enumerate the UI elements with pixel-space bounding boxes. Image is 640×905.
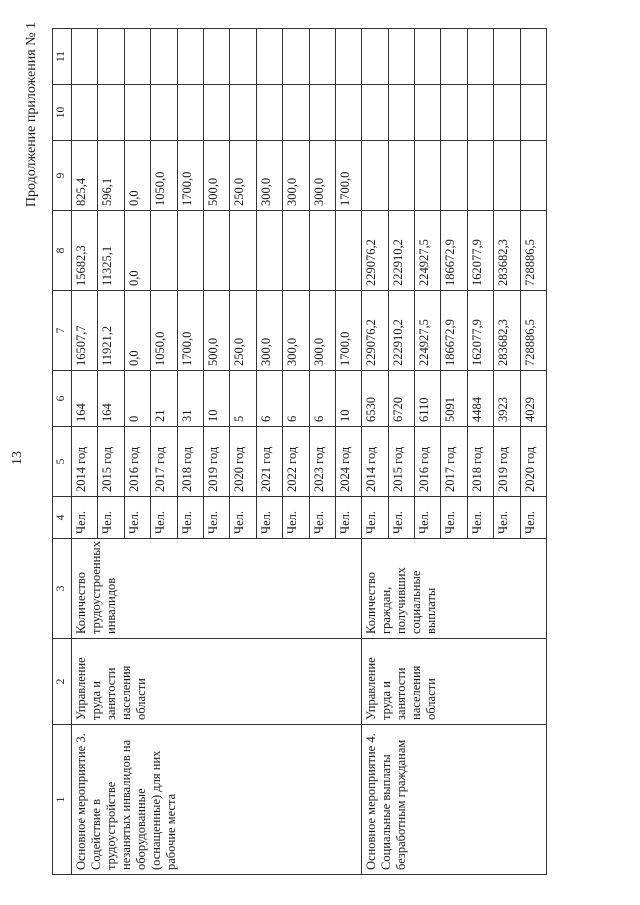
year-cell: 2017 год <box>441 427 467 497</box>
value-cell: 6 <box>256 371 282 427</box>
value-cell: 283682,3 <box>494 291 520 371</box>
value-cell <box>415 29 441 85</box>
column-header: 9 <box>53 141 72 211</box>
column-header: 5 <box>53 427 72 497</box>
value-cell: 500,0 <box>203 141 229 211</box>
column-header: 3 <box>53 539 72 639</box>
table-row <box>362 29 388 875</box>
value-cell <box>256 29 282 85</box>
column-header: 6 <box>53 371 72 427</box>
value-cell <box>362 29 388 85</box>
value-cell: 300,0 <box>256 291 282 371</box>
unit-cell: Чел. <box>203 497 229 539</box>
column-header: 4 <box>53 497 72 539</box>
value-cell <box>309 85 335 141</box>
appendix-label: Продолжение приложения № 1 <box>24 22 39 208</box>
value-cell <box>415 141 441 211</box>
value-cell: 728886,5 <box>520 291 546 371</box>
value-cell <box>520 141 546 211</box>
value-cell <box>230 211 256 291</box>
year-cell: 2021 год <box>256 427 282 497</box>
year-cell: 2024 год <box>335 427 361 497</box>
value-cell: 300,0 <box>256 141 282 211</box>
value-cell: 596,1 <box>98 141 124 211</box>
value-cell: 1700,0 <box>335 291 361 371</box>
value-cell: 5 <box>230 371 256 427</box>
year-cell: 2017 год <box>151 427 177 497</box>
year-cell: 2020 год <box>520 427 546 497</box>
unit-cell: Чел. <box>124 497 150 539</box>
value-cell <box>203 85 229 141</box>
value-cell <box>362 141 388 211</box>
unit-cell: Чел. <box>256 497 282 539</box>
year-cell: 2018 год <box>467 427 493 497</box>
column-header: 10 <box>53 85 72 141</box>
year-cell: 2014 год <box>362 427 388 497</box>
year-cell: 2016 год <box>124 427 150 497</box>
year-cell: 2016 год <box>415 427 441 497</box>
value-cell: 11325,1 <box>98 211 124 291</box>
value-cell <box>98 85 124 141</box>
value-cell: 224927,5 <box>415 211 441 291</box>
value-cell: 283682,3 <box>494 211 520 291</box>
value-cell <box>494 141 520 211</box>
value-cell: 224927,5 <box>415 291 441 371</box>
value-cell <box>441 85 467 141</box>
executor-cell: Управление труда и занятости населения области <box>362 639 547 725</box>
value-cell: 6 <box>309 371 335 427</box>
value-cell: 5091 <box>441 371 467 427</box>
unit-cell: Чел. <box>309 497 335 539</box>
value-cell: 10 <box>335 371 361 427</box>
value-cell: 10 <box>203 371 229 427</box>
year-cell: 2019 год <box>203 427 229 497</box>
value-cell <box>467 29 493 85</box>
program-table <box>52 28 547 875</box>
value-cell: 300,0 <box>283 141 309 211</box>
value-cell <box>256 85 282 141</box>
value-cell <box>177 29 203 85</box>
value-cell: 1050,0 <box>151 291 177 371</box>
executor-cell: Управление труда и занятости населения области <box>72 639 362 725</box>
value-cell <box>203 29 229 85</box>
value-cell: 164 <box>98 371 124 427</box>
unit-cell: Чел. <box>72 497 98 539</box>
value-cell: 300,0 <box>309 291 335 371</box>
value-cell: 186672,9 <box>441 291 467 371</box>
value-cell <box>388 85 414 141</box>
unit-cell: Чел. <box>520 497 546 539</box>
table-body <box>72 29 547 875</box>
value-cell: 3923 <box>494 371 520 427</box>
value-cell <box>309 29 335 85</box>
value-cell: 728886,5 <box>520 211 546 291</box>
year-cell: 2020 год <box>230 427 256 497</box>
unit-cell: Чел. <box>362 497 388 539</box>
value-cell: 1050,0 <box>151 141 177 211</box>
value-cell: 1700,0 <box>177 291 203 371</box>
value-cell: 250,0 <box>230 291 256 371</box>
value-cell: 4029 <box>520 371 546 427</box>
value-cell <box>124 85 150 141</box>
value-cell: 1700,0 <box>335 141 361 211</box>
unit-cell: Чел. <box>441 497 467 539</box>
value-cell <box>283 85 309 141</box>
value-cell <box>230 85 256 141</box>
value-cell: 250,0 <box>230 141 256 211</box>
value-cell: 0 <box>124 371 150 427</box>
unit-cell: Чел. <box>151 497 177 539</box>
indicator-cell: Количество граждан, получивших социальные выплаты <box>362 539 547 639</box>
value-cell <box>494 85 520 141</box>
value-cell <box>177 211 203 291</box>
value-cell: 0,0 <box>124 291 150 371</box>
value-cell <box>151 85 177 141</box>
value-cell <box>494 29 520 85</box>
value-cell: 300,0 <box>283 291 309 371</box>
value-cell <box>520 85 546 141</box>
value-cell: 162077,9 <box>467 291 493 371</box>
value-cell <box>151 29 177 85</box>
column-header: 1 <box>53 725 72 875</box>
value-cell <box>467 85 493 141</box>
year-cell: 2018 год <box>177 427 203 497</box>
value-cell: 1700,0 <box>177 141 203 211</box>
value-cell <box>362 85 388 141</box>
page-number: 13 <box>10 451 25 465</box>
value-cell: 222910,2 <box>388 291 414 371</box>
value-cell: 6 <box>283 371 309 427</box>
column-number-row <box>53 29 72 875</box>
value-cell <box>124 29 150 85</box>
value-cell: 16507,7 <box>72 291 98 371</box>
column-header: 11 <box>53 29 72 85</box>
year-cell: 2015 год <box>98 427 124 497</box>
unit-cell: Чел. <box>98 497 124 539</box>
value-cell <box>283 211 309 291</box>
value-cell <box>520 29 546 85</box>
value-cell <box>151 211 177 291</box>
value-cell <box>441 141 467 211</box>
value-cell: 229076,2 <box>362 211 388 291</box>
value-cell: 15682,3 <box>72 211 98 291</box>
unit-cell: Чел. <box>388 497 414 539</box>
value-cell <box>230 29 256 85</box>
value-cell <box>415 85 441 141</box>
year-cell: 2022 год <box>283 427 309 497</box>
value-cell: 162077,9 <box>467 211 493 291</box>
value-cell <box>177 85 203 141</box>
year-cell: 2019 год <box>494 427 520 497</box>
value-cell: 4484 <box>467 371 493 427</box>
column-header: 7 <box>53 291 72 371</box>
value-cell: 6530 <box>362 371 388 427</box>
unit-cell: Чел. <box>177 497 203 539</box>
value-cell <box>256 211 282 291</box>
value-cell <box>388 29 414 85</box>
value-cell: 31 <box>177 371 203 427</box>
column-header: 8 <box>53 211 72 291</box>
unit-cell: Чел. <box>335 497 361 539</box>
value-cell: 300,0 <box>309 141 335 211</box>
year-cell: 2014 год <box>72 427 98 497</box>
value-cell <box>467 141 493 211</box>
value-cell <box>388 141 414 211</box>
value-cell: 11921,2 <box>98 291 124 371</box>
column-header: 2 <box>53 639 72 725</box>
value-cell: 0,0 <box>124 141 150 211</box>
unit-cell: Чел. <box>494 497 520 539</box>
measure-cell: Основное мероприятие 4. Социальные выплаты безработным гражданам <box>362 725 547 875</box>
value-cell <box>203 211 229 291</box>
value-cell: 500,0 <box>203 291 229 371</box>
value-cell: 825,4 <box>72 141 98 211</box>
value-cell: 164 <box>72 371 98 427</box>
value-cell <box>98 29 124 85</box>
value-cell <box>72 85 98 141</box>
value-cell <box>441 29 467 85</box>
unit-cell: Чел. <box>467 497 493 539</box>
value-cell <box>335 211 361 291</box>
indicator-cell: Количество трудоустроенных инвалидов <box>72 539 362 639</box>
value-cell: 229076,2 <box>362 291 388 371</box>
value-cell <box>335 85 361 141</box>
value-cell: 6720 <box>388 371 414 427</box>
value-cell: 186672,9 <box>441 211 467 291</box>
unit-cell: Чел. <box>283 497 309 539</box>
unit-cell: Чел. <box>415 497 441 539</box>
measure-cell: Основное мероприятие 3. Содействие в трудоустройстве незанятых инвалидов на оборудованные (оснащенные) для них рабочие места <box>72 725 362 875</box>
year-cell: 2015 год <box>388 427 414 497</box>
value-cell: 222910,2 <box>388 211 414 291</box>
value-cell <box>309 211 335 291</box>
value-cell: 0,0 <box>124 211 150 291</box>
unit-cell: Чел. <box>230 497 256 539</box>
year-cell: 2023 год <box>309 427 335 497</box>
table-row <box>72 29 98 875</box>
value-cell: 21 <box>151 371 177 427</box>
value-cell <box>335 29 361 85</box>
value-cell <box>72 29 98 85</box>
value-cell: 6110 <box>415 371 441 427</box>
value-cell <box>283 29 309 85</box>
